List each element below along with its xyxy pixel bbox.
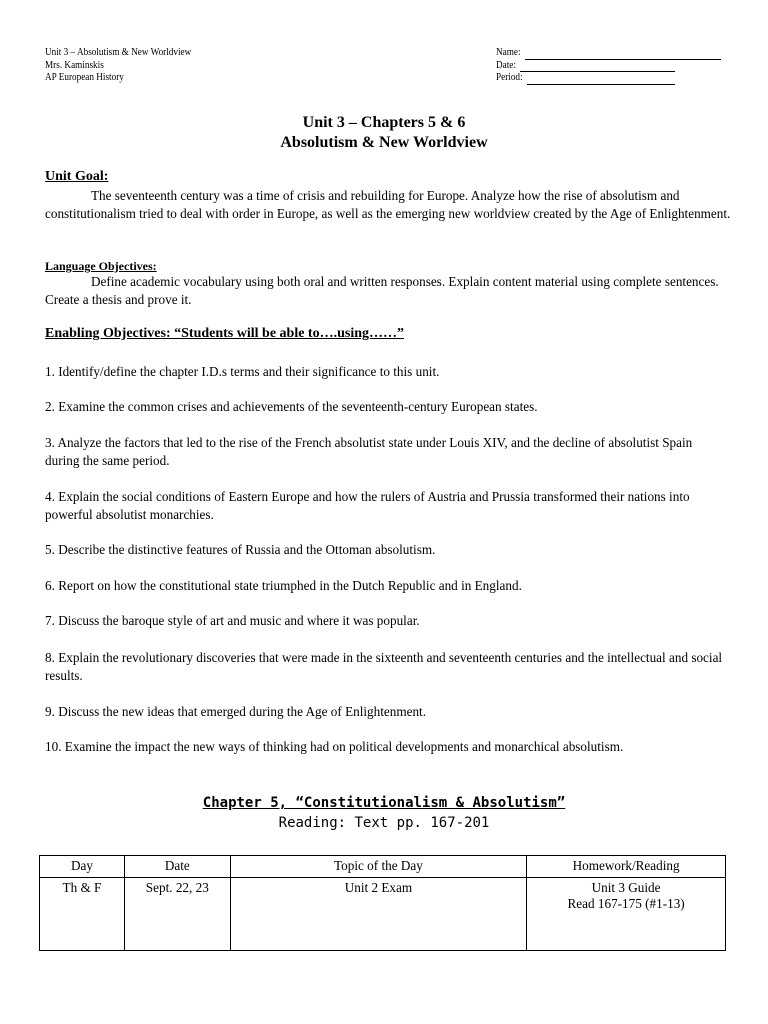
language-objectives-text: Define academic vocabulary using both oral and written responses. Explain content material using complete sentences. Create a thesis and prove it. (45, 274, 719, 307)
objective-item: 9. Discuss the new ideas that emerged during the Age of Enlightenment. (45, 704, 427, 719)
schedule-table (39, 855, 726, 951)
objective-item: 3. Analyze the factors that led to the rise of the French absolutist state under Louis XIV, and the decline of absolutist Spain during the same period. (45, 435, 693, 468)
course-info (45, 47, 191, 85)
objective-item: 5. Describe the distinctive features of Russia and the Ottoman absolutism. (45, 542, 436, 557)
unit-goal-heading: Unit Goal: (45, 169, 109, 184)
objective-item: 7. Discuss the baroque style of art and music and where it was popular. (45, 613, 420, 628)
chapter-title-text: Chapter 5, “Constitutionalism & Absolutism” (202, 795, 566, 811)
date-label: Date: (496, 59, 516, 71)
name-blank[interactable] (525, 49, 721, 60)
enabling-objectives-heading: Enabling Objectives: “Students will be able to….using……” (45, 326, 404, 341)
page-title: Unit 3 – Chapters 5 & 6 (302, 114, 466, 131)
reading-assignment: Reading: Text pp. 167-201 (278, 815, 490, 831)
homework-line: Read 167-175 (#1-13) (567, 896, 685, 911)
col-header-date: Date (124, 856, 230, 878)
objective-item: 4. Explain the social conditions of Eastern Europe and how the rulers of Austria and Prussia transformed their nations into powerful absolutist monarchies. (45, 489, 690, 522)
objective-item: 2. Examine the common crises and achievements of the seventeenth-century European states. (45, 399, 538, 414)
cell-date: Sept. 22, 23 (124, 878, 230, 951)
chapter-title (0, 795, 768, 811)
objective-item: 1. Identify/define the chapter I.D.s terms and their significance to this unit. (45, 364, 440, 379)
cell-topic: Unit 2 Exam (230, 878, 526, 951)
col-header-topic: Topic of the Day (230, 856, 526, 878)
student-info-fields (496, 47, 721, 85)
objective-item: 8. Explain the revolutionary discoveries that were made in the sixteenth and seventeenth centuries and the intellectual and social results. (45, 650, 723, 683)
page-subtitle: Absolutism & New Worldview (280, 134, 488, 151)
unit-goal-text: The seventeenth century was a time of crisis and rebuilding for Europe. Analyze how the rise of absolutism and constitutionalism tried to deal with order in Europe, as well as the emerging new worldview created by the Age of Enlightenment. (45, 188, 731, 221)
course-name: AP European History (45, 72, 124, 83)
objective-item: 10. Examine the impact the new ways of thinking had on political developments and monarchical absolutism. (45, 739, 624, 754)
col-header-day: Day (40, 856, 125, 878)
name-label: Name: (496, 47, 521, 58)
objective-item: 6. Report on how the constitutional state triumphed in the Dutch Republic and in England. (45, 578, 522, 593)
table-row (40, 878, 726, 951)
table-header-row (40, 856, 726, 878)
period-label: Period: (496, 72, 523, 83)
unit-label: Unit 3 – Absolutism & New Worldview (45, 47, 192, 58)
period-blank[interactable] (527, 74, 675, 85)
cell-homework (527, 878, 726, 951)
teacher-name: Mrs. Kaminskis (45, 59, 104, 71)
col-header-homework: Homework/Reading (527, 856, 726, 878)
language-objectives-heading: Language Objectives: (45, 259, 157, 273)
date-blank[interactable] (520, 61, 675, 72)
homework-line: Unit 3 Guide (591, 880, 661, 895)
cell-day: Th & F (40, 878, 125, 951)
